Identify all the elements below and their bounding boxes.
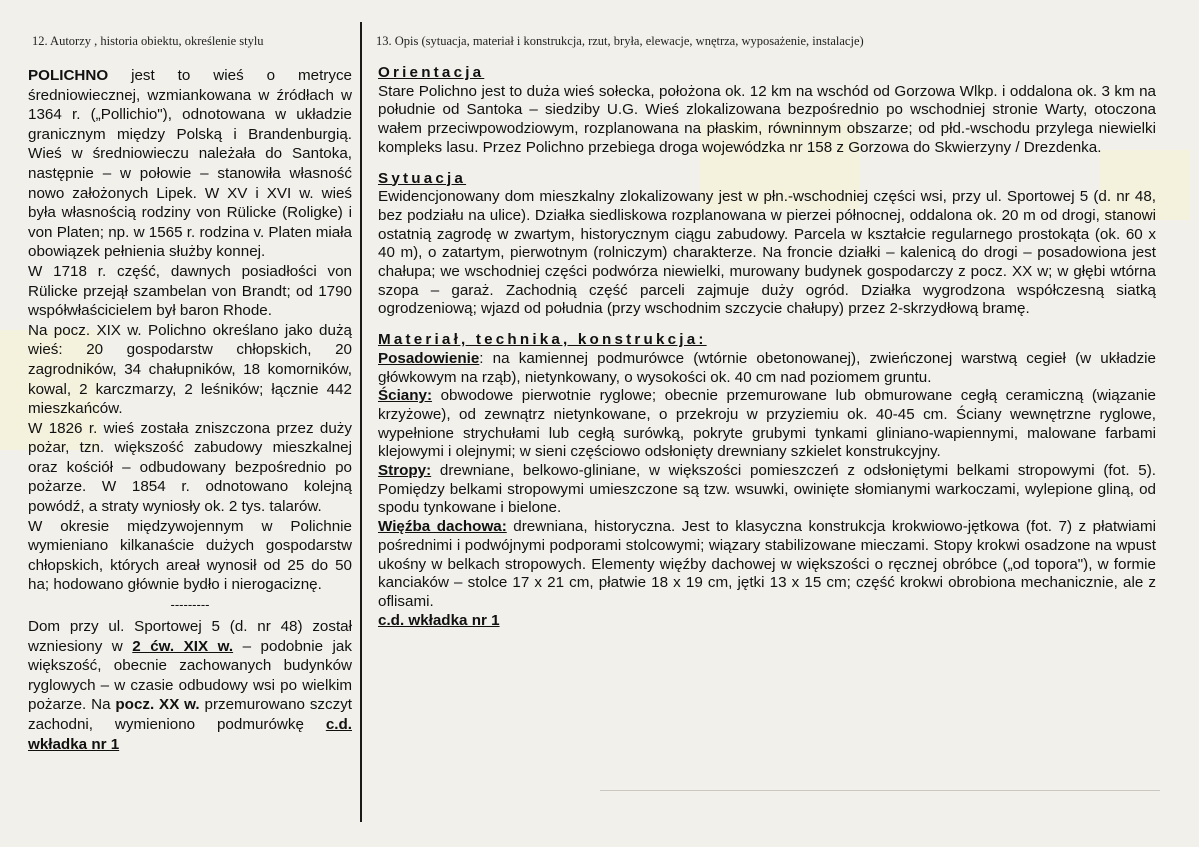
continuation-note: c.d. wkładka nr 1: [28, 716, 352, 753]
posadowienie-paragraph: [378, 350, 1156, 387]
history-paragraph-1: [28, 66, 352, 262]
history-paragraph-2: W 1718 r. część, dawnych posiadłości von Rülicke przejął szambelan von Brandt; od 1790 współwłaścicielem był baron Rhode.: [28, 262, 352, 320]
stropy-paragraph: [378, 462, 1156, 518]
date-highlight: pocz. XX w.: [115, 696, 200, 714]
section-title-sytuacja: Sytuacja: [378, 169, 467, 187]
history-text: Dom przy ul. Sportowej 5 (d. nr 48) został wzniesiony w: [28, 618, 352, 655]
history-paragraph-3: Na pocz. XIX w. Polichno określano jako dużą wieś: 20 gospodarstw chłopskich, 20 zagrodników, 34 chałupników, 18 komorników, kowal, 2 karczmarzy, 2 leśników; łącznie 442 mieszkańców.: [28, 321, 352, 418]
sciany-text: obwodowe pierwotnie ryglowe; obecnie przemurowane lub obmurowane cegłą ceramiczną (wiązanie krzyżowe), od zewnątrz nietynkowane, o przekroju w przyziemiu ok. 40-45 cm. Ściany wewnętrzne ryglowe, wypełnione strychułami lub cegłą surówką, pokryte grubymi tynkami gliniano-wapiennymi, malowane farbami klejowymi i olejnymi; w sieni częściowo odsłonięty drewniany szkielet konstrukcyjny.: [378, 387, 1156, 461]
wiezba-paragraph: [378, 518, 1156, 612]
stropy-label: Stropy:: [378, 462, 432, 480]
faint-form-line: [600, 790, 1160, 791]
column-divider: [360, 22, 362, 822]
wiezba-text: drewniana, historyczna. Jest to klasyczna konstrukcja krokwiowo-jętkowa (fot. 7) z płatwiami pośrednimi i podwójnymi podporami stolcowymi; wiązary stabilizowane mieczami. Stopy krokwi osadzone na wpust ukośny w belkach stropowych. Elementy więźby dachowej w większości o ręcznej obróbce („od topora"), w formie kanciaków – stolce 17 x 21 cm, płatwie 18 x 19 cm, jętki 13 x 15 cm; część krokwi obrobiona mechanicznie, ale z oflisami.: [378, 518, 1156, 610]
posadowienie-label: Posadowienie: [378, 349, 480, 367]
history-paragraph-6: [28, 617, 352, 754]
history-paragraph-5: W okresie międzywojennym w Polichnie wymieniano kilkanaście dużych gospodarstw chłopskich, których areał wynosił od 25 do 50 ha; hodowano głównie bydło i nierogaciznę.: [28, 517, 352, 594]
history-text: – podobnie jak większość, obecnie zachowanych budynków ryglowych – w czasie odbudowy wsi po wielkim pożarze. Na: [28, 637, 352, 714]
section-title-orientacja: Orientacja: [378, 64, 485, 81]
continuation-note: c.d. wkładka nr 1: [378, 611, 500, 629]
stropy-text: drewniane, belkowo-gliniane, w większości pomieszczeń z odsłoniętymi belkami stropowymi (fot. 5). Pomiędzy belkami stropowymi umieszczone są tzw. wsuwki, owinięte słomianymi warkoczami, wylepione gliną, od spodu tynkowane i bielone.: [378, 462, 1156, 517]
history-paragraph-4: W 1826 r. wieś została zniszczona przez duży pożar, tzn. większość zabudowy mieszkalnej oraz kościół – odbudowany bezpośrednio po pożarze. W 1854 r. odnotowano kolejną powódź, a straty wyniosły ok. 2 tys. talarów.: [28, 419, 352, 516]
sciany-paragraph: [378, 387, 1156, 462]
description-column: [378, 64, 1156, 630]
posadowienie-text: : na kamiennej podmurówce (wtórnie obetonowanej), zwieńczonej warstwą cegieł (w układzie główkowym na rząb), nietynkowany, o wysokości ok. 40 cm nad poziomem gruntu.: [378, 349, 1156, 386]
section-title-material: Materiał, technika, konstrukcja:: [378, 331, 707, 349]
wiezba-label: Więźba dachowa:: [378, 518, 507, 536]
date-highlight: 2 ćw. XIX w.: [132, 637, 234, 655]
separator: ---------: [170, 597, 210, 613]
history-text: jest to wieś o metryce średniowiecznej, wzmiankowana w źródłach w 1364 r. („Pollichio"), odnotowana w układzie granicznym między Polską i Brandenburgią. Wieś w średniowieczu należała do Santoka, następnie – w połowie – stanowiła własność nowo założonych Lipek. W XV i XVI w. wieś była własnością rodziny von Rülicke (Roligke) i von Platen; np. w 1565 r. rodzina v. Platen miała obowiązek pełnienia służby konnej.: [28, 67, 352, 261]
orientacja-text: Stare Polichno jest to duża wieś sołecka, położona ok. 12 km na wschód od Gorzowa Wlkp. i oddalona ok. 3 km na południe od Santoka – siedziby U.G. Wieś zlokalizowana bezpośrednio po wschodniej stronie Warty, otoczona wałem przeciwpowodziowym, rozplanowana na płaskim, równinnym obszarze; od płd.-wschodu przylega niewielki kompleks lasu. Przez Polichno przebiega droga wojewódzka nr 158 z Gorzowa do Skwierzyny / Drezdenka.: [378, 82, 1156, 156]
history-column: [28, 66, 352, 754]
right-column-header: 13. Opis (sytuacja, materiał i konstrukcja, rzut, bryła, elewacje, wnętrza, wyposażenie, instalacje): [376, 34, 864, 48]
village-name: POLICHNO: [28, 67, 109, 84]
sytuacja-text: Ewidencjonowany dom mieszkalny zlokalizowany jest w płn.-wschodniej części wsi, przy ul. Sportowej 5 (d. nr 48, bez podziału na ulice). Działka siedliskowa rozplanowana w pierzei północnej, oddalona ok. 20 m od drogi, stanowi ostatnią zagrodę w zwartym, historycznym ciągu zabudowy. Parcela w kształcie regularnego prostokąta (ok. 60 x 40 m), o zatartym, pierwotnym (rolniczym) charakterze. Na froncie działki – kalenicą do drogi – posadowiona jest chałupa; we wschodniej części podwórza niewielki, murowany budynek gospodarczy z pocz. XX w; w głębi wtórna szopa – garaż. Zachodnią część parceli zajmuje duży ogród. Działka wygrodzona współczesną siatką ogrodzeniową; wjazd od południa (przy wschodnim szczycie chałupy) przez 2-skrzydłową bramę.: [378, 188, 1156, 318]
left-column-header: 12. Autorzy , historia obiektu, określenie stylu: [32, 34, 264, 48]
history-text: przemurowano szczyt zachodni, wymieniono podmurówkę: [28, 696, 353, 733]
sciany-label: Ściany:: [378, 387, 433, 405]
